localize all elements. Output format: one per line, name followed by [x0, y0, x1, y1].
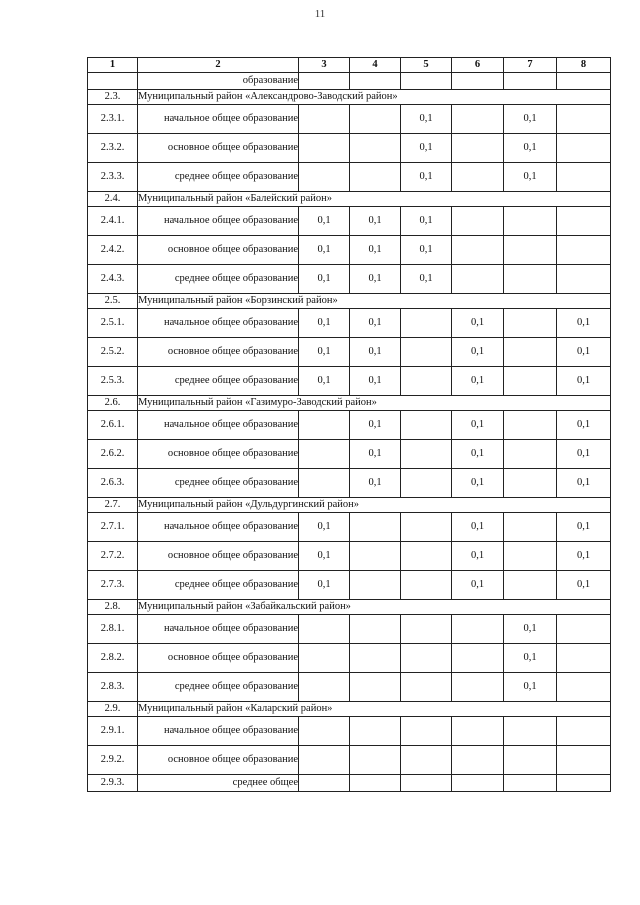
value-cell: 0,1: [504, 163, 557, 192]
value-cell: [452, 644, 504, 673]
row-number: 2.6.3.: [88, 469, 138, 498]
value-cell: [350, 717, 401, 746]
table-row: [88, 542, 611, 571]
value-cell: [350, 513, 401, 542]
value-cell: 0,1: [350, 367, 401, 396]
value-cell: 0,1: [557, 411, 611, 440]
value-cell: 0,1: [452, 513, 504, 542]
value-cell: [401, 673, 452, 702]
value-cell: 0,1: [504, 134, 557, 163]
section-title: Муниципальный район «Газимуро-Заводский район»: [138, 396, 611, 411]
value-cell: 0,1: [299, 338, 350, 367]
value-cell: [299, 644, 350, 673]
table-row: [88, 673, 611, 702]
value-cell: 0,1: [350, 207, 401, 236]
value-cell: [401, 542, 452, 571]
table-row: [88, 440, 611, 469]
value-cell: [350, 644, 401, 673]
header-cell: 4: [350, 58, 401, 73]
value-cell: [299, 105, 350, 134]
section-number: 2.5.: [88, 294, 138, 309]
value-cell: 0,1: [504, 105, 557, 134]
section-row: [88, 90, 611, 105]
value-cell: [557, 673, 611, 702]
value-cell: [452, 134, 504, 163]
value-cell: 0,1: [299, 367, 350, 396]
value-cell: 0,1: [299, 265, 350, 294]
section-number: 2.4.: [88, 192, 138, 207]
value-cell: [557, 105, 611, 134]
section-number: 2.3.: [88, 90, 138, 105]
value-cell: [504, 542, 557, 571]
header-row: [88, 58, 611, 73]
value-cell: [504, 338, 557, 367]
row-label: основное общее образование: [138, 134, 299, 163]
data-table: [87, 57, 611, 792]
value-cell: [504, 469, 557, 498]
value-cell: 0,1: [299, 542, 350, 571]
section-title: Муниципальный район «Забайкальский район»: [138, 600, 611, 615]
value-cell: 0,1: [299, 309, 350, 338]
value-cell: [452, 163, 504, 192]
value-cell: 0,1: [557, 309, 611, 338]
section-row: [88, 192, 611, 207]
table-row: [88, 265, 611, 294]
value-cell: [504, 265, 557, 294]
value-cell: 0,1: [401, 265, 452, 294]
header-cell: 8: [557, 58, 611, 73]
section-title: Муниципальный район «Каларский район»: [138, 702, 611, 717]
value-cell: [299, 134, 350, 163]
value-cell: [350, 134, 401, 163]
row-number: 2.7.2.: [88, 542, 138, 571]
row-number: 2.4.2.: [88, 236, 138, 265]
section-title: Муниципальный район «Балейский район»: [138, 192, 611, 207]
section-number: 2.6.: [88, 396, 138, 411]
value-cell: [557, 615, 611, 644]
value-cell: 0,1: [557, 338, 611, 367]
value-cell: 0,1: [401, 134, 452, 163]
row-number: 2.8.3.: [88, 673, 138, 702]
value-cell: 0,1: [452, 411, 504, 440]
row-number: 2.9.3.: [88, 775, 138, 792]
row-label: среднее общее образование: [138, 367, 299, 396]
value-cell: [504, 367, 557, 396]
row-number: 2.5.3.: [88, 367, 138, 396]
value-cell: [350, 571, 401, 600]
header-cell: 5: [401, 58, 452, 73]
row-label: начальное общее образование: [138, 717, 299, 746]
row-label: среднее общее: [138, 775, 299, 792]
value-cell: 0,1: [452, 309, 504, 338]
row-label: образование: [138, 73, 299, 90]
section-row: [88, 396, 611, 411]
value-cell: [299, 411, 350, 440]
row-number: [88, 73, 138, 90]
row-number: 2.9.1.: [88, 717, 138, 746]
row-number: 2.5.1.: [88, 309, 138, 338]
value-cell: 0,1: [401, 236, 452, 265]
table-row: [88, 615, 611, 644]
row-label: основное общее образование: [138, 644, 299, 673]
value-cell: [557, 236, 611, 265]
page-number: 11: [314, 8, 326, 20]
value-cell: [504, 309, 557, 338]
value-cell: [557, 163, 611, 192]
value-cell: [401, 469, 452, 498]
value-cell: 0,1: [350, 265, 401, 294]
section-title: Муниципальный район «Борзинский район»: [138, 294, 611, 309]
value-cell: [350, 542, 401, 571]
row-label: основное общее образование: [138, 338, 299, 367]
row-number: 2.3.1.: [88, 105, 138, 134]
row-label: среднее общее образование: [138, 571, 299, 600]
value-cell: [504, 717, 557, 746]
value-cell: [401, 746, 452, 775]
row-number: 2.4.3.: [88, 265, 138, 294]
value-cell: [299, 73, 350, 90]
value-cell: [350, 105, 401, 134]
value-cell: 0,1: [350, 236, 401, 265]
value-cell: 0,1: [452, 469, 504, 498]
value-cell: [350, 163, 401, 192]
table-row: [88, 236, 611, 265]
value-cell: 0,1: [504, 673, 557, 702]
table-row: [88, 163, 611, 192]
value-cell: 0,1: [350, 309, 401, 338]
section-number: 2.9.: [88, 702, 138, 717]
value-cell: 0,1: [299, 207, 350, 236]
value-cell: [504, 440, 557, 469]
value-cell: 0,1: [401, 105, 452, 134]
value-cell: [557, 265, 611, 294]
row-number: 2.8.2.: [88, 644, 138, 673]
value-cell: [401, 73, 452, 90]
value-cell: [557, 134, 611, 163]
header-cell: 1: [88, 58, 138, 73]
value-cell: [401, 367, 452, 396]
value-cell: [452, 673, 504, 702]
value-cell: [452, 236, 504, 265]
value-cell: [452, 73, 504, 90]
value-cell: 0,1: [452, 367, 504, 396]
value-cell: [401, 615, 452, 644]
value-cell: 0,1: [452, 338, 504, 367]
value-cell: [401, 440, 452, 469]
value-cell: [452, 746, 504, 775]
row-label: начальное общее образование: [138, 411, 299, 440]
value-cell: 0,1: [557, 513, 611, 542]
value-cell: [504, 207, 557, 236]
value-cell: [452, 207, 504, 236]
value-cell: [557, 717, 611, 746]
table-body: [88, 58, 611, 792]
value-cell: [401, 513, 452, 542]
value-cell: 0,1: [452, 542, 504, 571]
section-row: [88, 702, 611, 717]
table-row: [88, 571, 611, 600]
row-label: начальное общее образование: [138, 513, 299, 542]
value-cell: [401, 717, 452, 746]
value-cell: [350, 615, 401, 644]
row-label: среднее общее образование: [138, 265, 299, 294]
value-cell: 0,1: [299, 513, 350, 542]
value-cell: [504, 73, 557, 90]
value-cell: [401, 571, 452, 600]
value-cell: 0,1: [350, 411, 401, 440]
row-number: 2.3.3.: [88, 163, 138, 192]
value-cell: [504, 775, 557, 792]
row-number: 2.3.2.: [88, 134, 138, 163]
row-number: 2.9.2.: [88, 746, 138, 775]
value-cell: [299, 163, 350, 192]
value-cell: [504, 571, 557, 600]
value-cell: [299, 673, 350, 702]
table-row: [88, 134, 611, 163]
table-row: [88, 338, 611, 367]
value-cell: [299, 717, 350, 746]
value-cell: [401, 644, 452, 673]
value-cell: [452, 615, 504, 644]
table-row: [88, 746, 611, 775]
table-row: [88, 644, 611, 673]
value-cell: [452, 717, 504, 746]
value-cell: 0,1: [299, 236, 350, 265]
row-number: 2.6.1.: [88, 411, 138, 440]
table-row: [88, 207, 611, 236]
value-cell: [299, 775, 350, 792]
value-cell: [299, 615, 350, 644]
row-label: основное общее образование: [138, 236, 299, 265]
value-cell: 0,1: [350, 338, 401, 367]
row-number: 2.6.2.: [88, 440, 138, 469]
row-label: начальное общее образование: [138, 615, 299, 644]
value-cell: 0,1: [350, 440, 401, 469]
section-title: Муниципальный район «Дульдургинский район»: [138, 498, 611, 513]
table-row: [88, 717, 611, 746]
row-label: среднее общее образование: [138, 673, 299, 702]
row-number: 2.8.1.: [88, 615, 138, 644]
value-cell: [299, 746, 350, 775]
value-cell: 0,1: [557, 469, 611, 498]
header-cell: 2: [138, 58, 299, 73]
table-row: [88, 469, 611, 498]
value-cell: [557, 73, 611, 90]
row-label: среднее общее образование: [138, 469, 299, 498]
value-cell: [557, 207, 611, 236]
section-number: 2.8.: [88, 600, 138, 615]
row-label: начальное общее образование: [138, 105, 299, 134]
value-cell: 0,1: [504, 615, 557, 644]
value-cell: [350, 746, 401, 775]
row-number: 2.5.2.: [88, 338, 138, 367]
section-title: Муниципальный район «Александрово-Заводский район»: [138, 90, 611, 105]
row-label: основное общее образование: [138, 542, 299, 571]
value-cell: 0,1: [557, 440, 611, 469]
value-cell: 0,1: [557, 367, 611, 396]
value-cell: [504, 746, 557, 775]
value-cell: [350, 673, 401, 702]
value-cell: [557, 775, 611, 792]
value-cell: [401, 309, 452, 338]
value-cell: [350, 775, 401, 792]
table-row: [88, 367, 611, 396]
row-label: среднее общее образование: [138, 163, 299, 192]
value-cell: [401, 411, 452, 440]
row-number: 2.4.1.: [88, 207, 138, 236]
row-label: начальное общее образование: [138, 309, 299, 338]
value-cell: [557, 746, 611, 775]
value-cell: [452, 265, 504, 294]
value-cell: 0,1: [452, 571, 504, 600]
table-row: [88, 73, 611, 90]
section-row: [88, 600, 611, 615]
row-number: 2.7.1.: [88, 513, 138, 542]
header-cell: 6: [452, 58, 504, 73]
row-number: 2.7.3.: [88, 571, 138, 600]
value-cell: [401, 775, 452, 792]
value-cell: 0,1: [401, 163, 452, 192]
value-cell: [452, 775, 504, 792]
value-cell: [401, 338, 452, 367]
value-cell: 0,1: [350, 469, 401, 498]
table-row: [88, 309, 611, 338]
value-cell: [557, 644, 611, 673]
table-row: [88, 105, 611, 134]
value-cell: 0,1: [452, 440, 504, 469]
row-label: основное общее образование: [138, 440, 299, 469]
section-number: 2.7.: [88, 498, 138, 513]
value-cell: [452, 105, 504, 134]
value-cell: 0,1: [401, 207, 452, 236]
value-cell: 0,1: [299, 571, 350, 600]
header-cell: 3: [299, 58, 350, 73]
value-cell: 0,1: [504, 644, 557, 673]
section-row: [88, 498, 611, 513]
table-row: [88, 775, 611, 792]
header-cell: 7: [504, 58, 557, 73]
value-cell: [299, 469, 350, 498]
value-cell: [350, 73, 401, 90]
value-cell: [504, 236, 557, 265]
table-row: [88, 513, 611, 542]
section-row: [88, 294, 611, 309]
row-label: основное общее образование: [138, 746, 299, 775]
row-label: начальное общее образование: [138, 207, 299, 236]
value-cell: [299, 440, 350, 469]
value-cell: [504, 513, 557, 542]
value-cell: 0,1: [557, 542, 611, 571]
table-row: [88, 411, 611, 440]
value-cell: [504, 411, 557, 440]
value-cell: 0,1: [557, 571, 611, 600]
